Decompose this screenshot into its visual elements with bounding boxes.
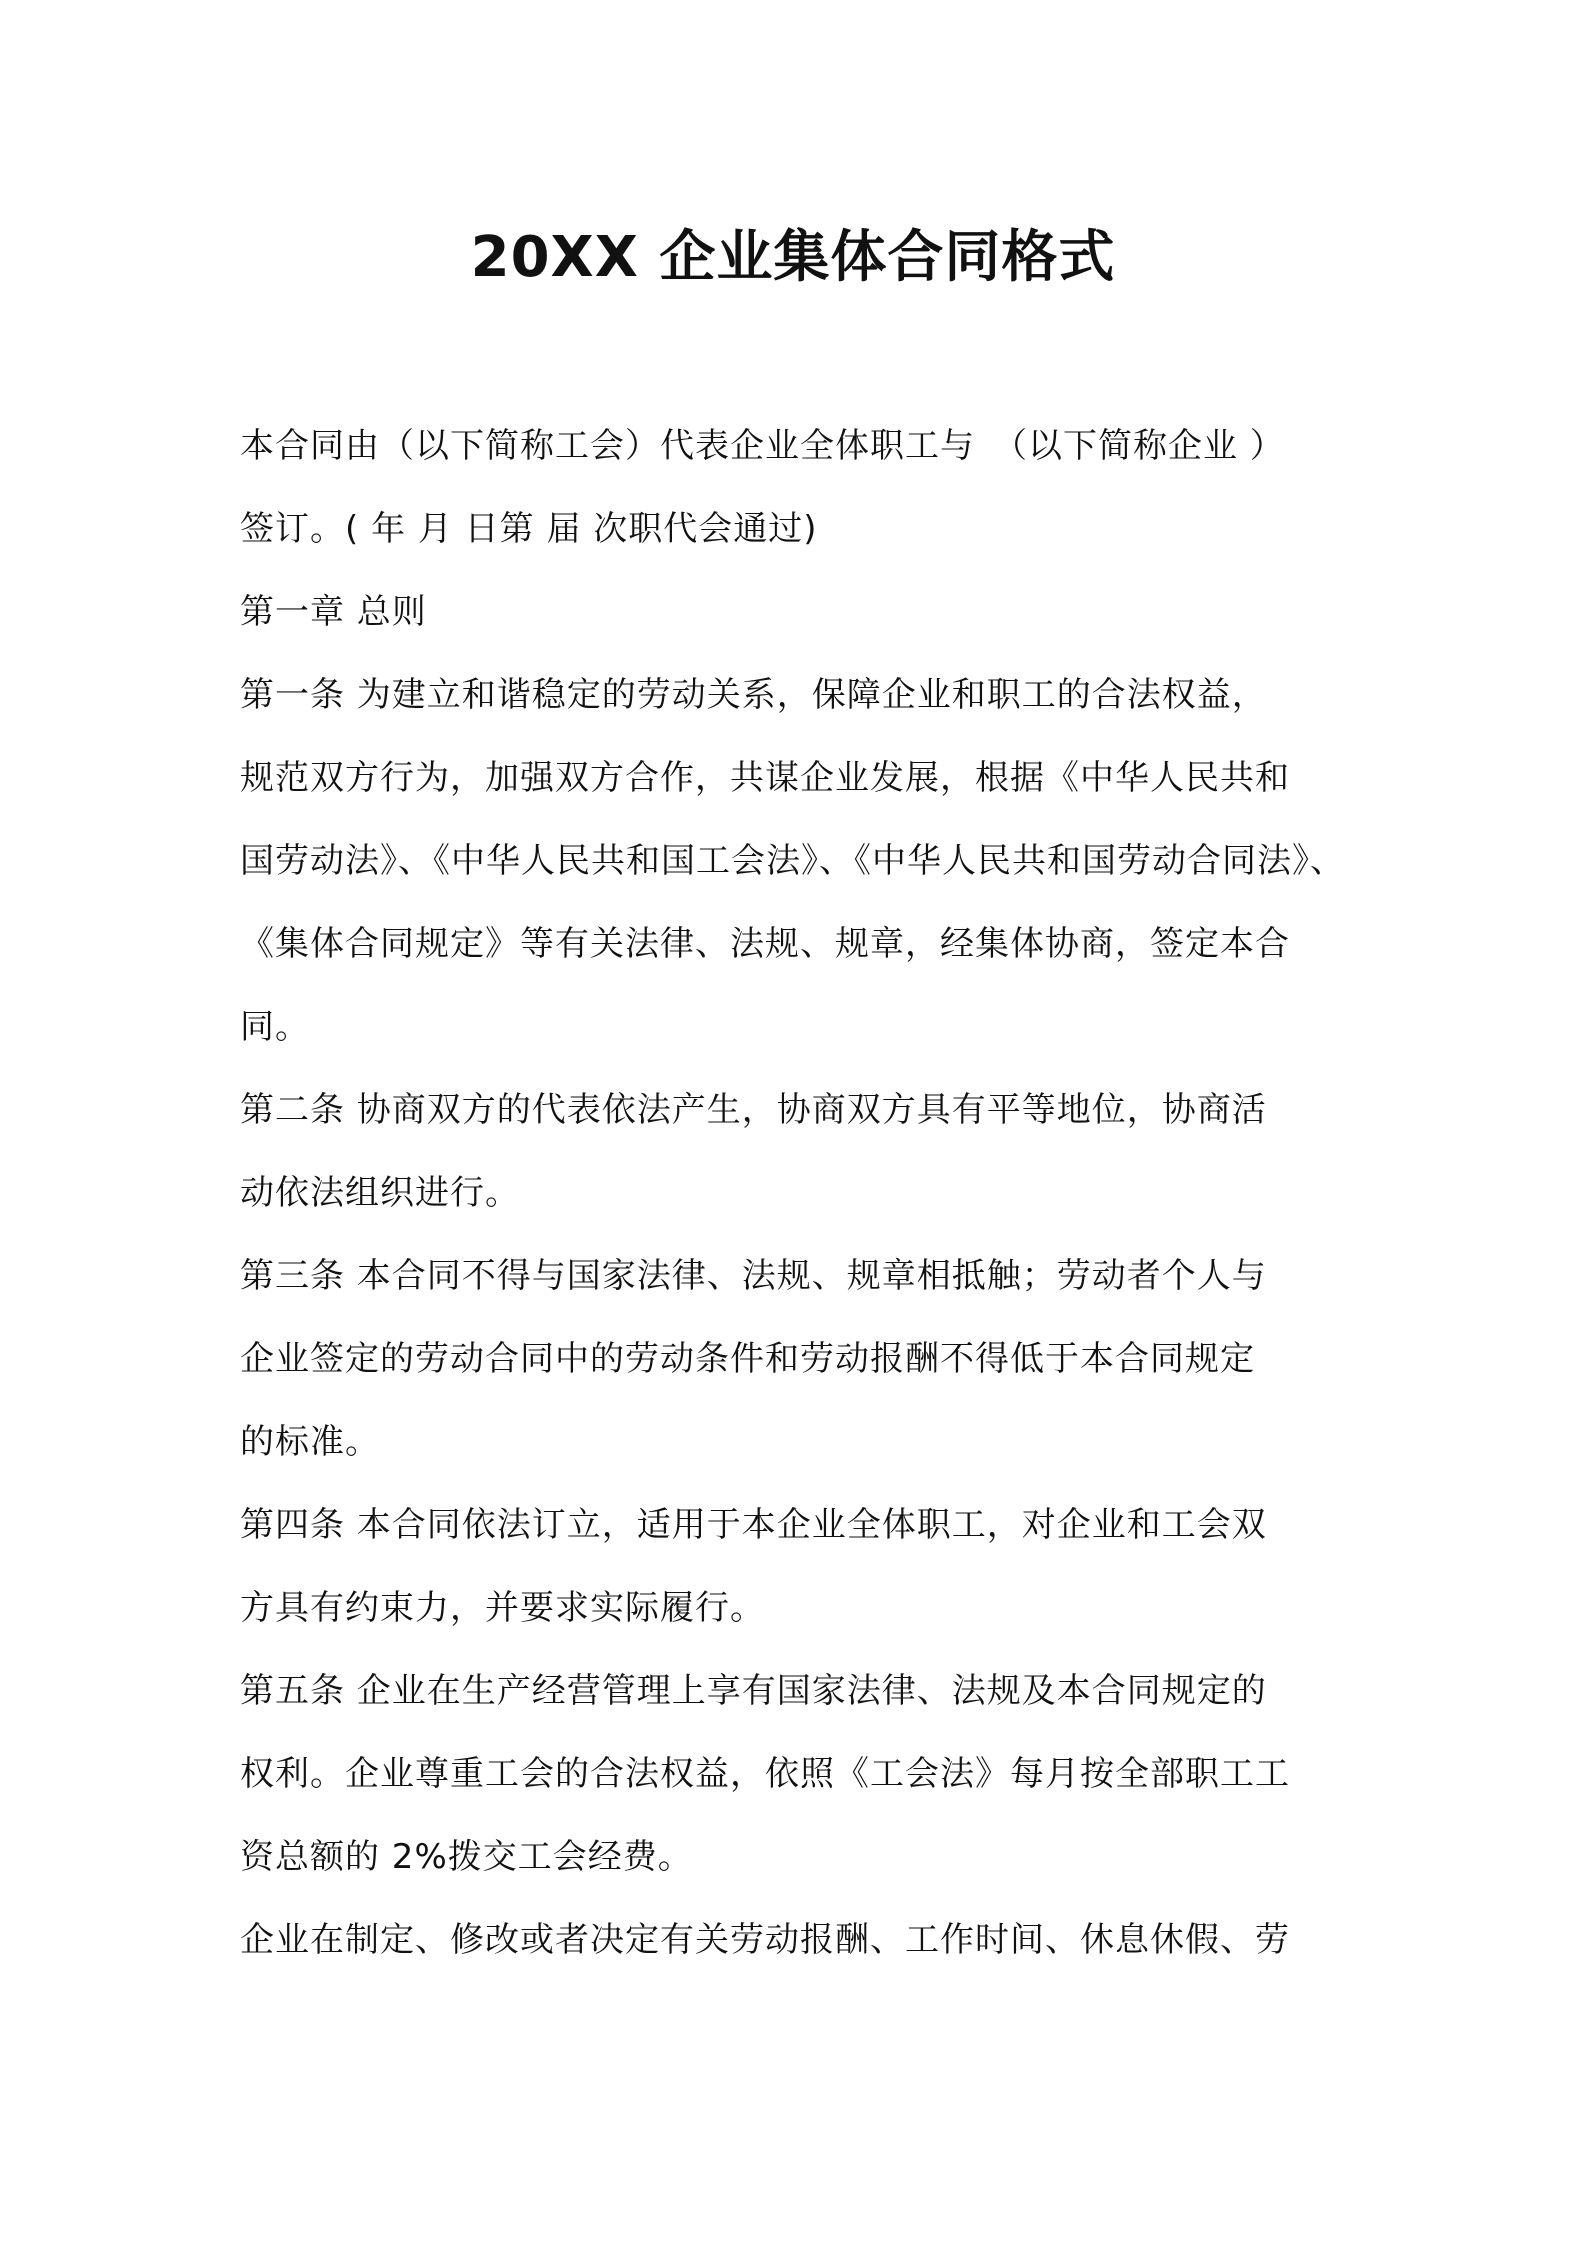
body-line: 动依法组织进行。 bbox=[240, 1173, 520, 1213]
body-line: 第一条 为建立和谐稳定的劳动关系，保障企业和职工的合法权益， bbox=[240, 675, 1267, 715]
body-line: 第三条 本合同不得与国家法律、法规、规章相抵触；劳动者个人与 bbox=[240, 1256, 1267, 1296]
document-body bbox=[240, 405, 1360, 1982]
body-line: 国劳动法》、《中华人民共和国工会法》、《中华人民共和国劳动合同法》、 bbox=[240, 841, 1345, 881]
body-line: 权利。企业尊重工会的合法权益，依照《工会法》每月按全部职工工 bbox=[240, 1754, 1290, 1794]
document-title: 20XX 企业集体合同格式 bbox=[470, 225, 1116, 290]
body-line: 《集体合同规定》等有关法律、法规、规章，经集体协商，签定本合 bbox=[240, 924, 1290, 964]
body-line: 第五条 企业在生产经营管理上享有国家法律、法规及本合同规定的 bbox=[240, 1671, 1267, 1711]
chapter-heading: 第一章 总则 bbox=[240, 592, 427, 632]
body-line: 方具有约束力，并要求实际履行。 bbox=[240, 1588, 765, 1628]
body-line: 签订。( 年 月 日第 届 次职代会通过) bbox=[240, 509, 818, 549]
body-line: 第四条 本合同依法订立，适用于本企业全体职工，对企业和工会双 bbox=[240, 1505, 1267, 1545]
body-line: 第二条 协商双方的代表依法产生，协商双方具有平等地位，协商活 bbox=[240, 1090, 1267, 1130]
body-line: 同。 bbox=[240, 1007, 310, 1047]
body-line: 企业在制定、修改或者决定有关劳动报酬、工作时间、休息休假、劳 bbox=[240, 1920, 1290, 1960]
body-line: 资总额的 2%拨交工会经费。 bbox=[240, 1837, 693, 1877]
body-line: 规范双方行为，加强双方合作，共谋企业发展，根据《中华人民共和 bbox=[240, 758, 1290, 798]
body-line: 企业签定的劳动合同中的劳动条件和劳动报酬不得低于本合同规定 bbox=[240, 1339, 1255, 1379]
body-line: 本合同由（以下简称工会）代表企业全体职工与 （以下简称企业 ） bbox=[240, 426, 1285, 466]
body-line: 的标准。 bbox=[240, 1422, 380, 1462]
